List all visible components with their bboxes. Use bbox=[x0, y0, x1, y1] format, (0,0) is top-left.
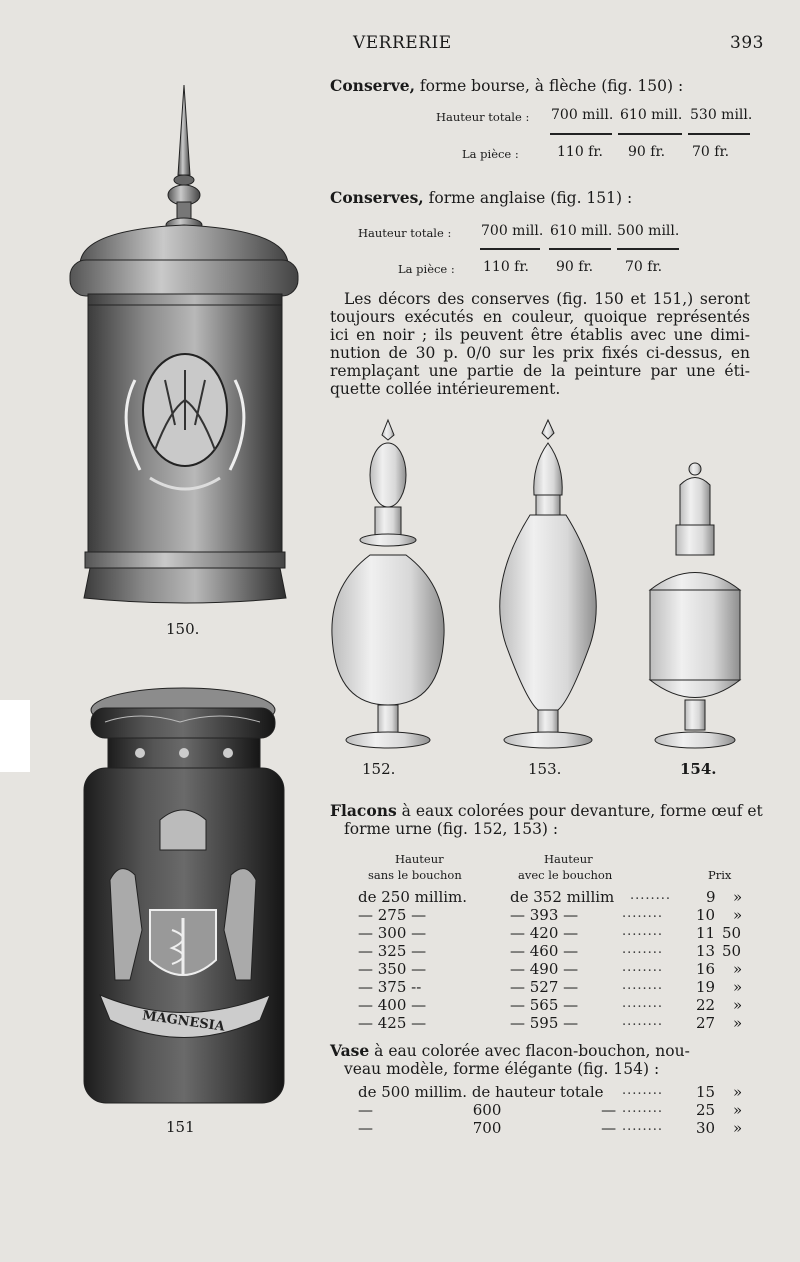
conserves-anglaise-price-2: 90 fr. bbox=[556, 259, 594, 275]
height-with-stopper: — 565 — bbox=[510, 996, 579, 1014]
conserves-anglaise-price-3: 70 fr. bbox=[625, 259, 663, 275]
figure-154-label: 154. bbox=[680, 760, 717, 778]
paragraph-line: remplaçant une partie de la peinture par une éti- bbox=[330, 362, 750, 380]
price-cents: » bbox=[733, 1101, 743, 1119]
price-cents: 50 bbox=[722, 924, 742, 942]
figure-151-engraving bbox=[80, 680, 290, 1110]
height-with-stopper: — 490 — bbox=[510, 960, 579, 978]
vase-text-1: à eau colorée avec flacon-bouchon, nou- bbox=[374, 1042, 690, 1060]
bottle-153 bbox=[500, 420, 597, 748]
dot-leader: ........ bbox=[622, 942, 664, 957]
rule bbox=[618, 133, 682, 135]
dot-leader: ........ bbox=[622, 924, 664, 939]
conserves-anglaise-price-1: 110 fr. bbox=[483, 259, 529, 275]
conserves-anglaise-height-1: 700 mill. bbox=[481, 223, 544, 239]
height-with-stopper: de 352 millim bbox=[510, 888, 615, 906]
table-row bbox=[358, 978, 748, 996]
figure-150-label: 150. bbox=[166, 620, 200, 638]
price-francs: 27 bbox=[696, 1014, 716, 1032]
table-row bbox=[358, 942, 748, 960]
conserve-bourse-heading bbox=[330, 77, 683, 95]
conserve-bourse-term: Conserve, bbox=[330, 76, 415, 95]
price-cents: » bbox=[733, 960, 743, 978]
price-francs: 16 bbox=[696, 960, 716, 978]
height-with-stopper: — 460 — bbox=[510, 942, 579, 960]
height-with-stopper: — 527 — bbox=[510, 978, 579, 996]
height-with-stopper: — 393 — bbox=[510, 906, 579, 924]
conserve-bourse-height-label: Hauteur totale : bbox=[436, 110, 530, 124]
table-row bbox=[358, 1101, 748, 1119]
dot-leader: ........ bbox=[622, 978, 664, 993]
vase-154 bbox=[650, 463, 740, 748]
height-without-stopper: — 400 — bbox=[358, 996, 427, 1014]
conserves-anglaise-term: Conserves, bbox=[330, 188, 424, 207]
vase-size: — 700 — bbox=[358, 1119, 617, 1137]
scan-edge-patch bbox=[0, 700, 30, 772]
dot-leader: ........ bbox=[622, 1083, 664, 1098]
rule bbox=[549, 248, 611, 250]
price-francs: 25 bbox=[696, 1101, 716, 1119]
height-without-stopper: — 350 — bbox=[358, 960, 427, 978]
table-row bbox=[358, 960, 748, 978]
price-francs: 9 bbox=[706, 888, 716, 906]
conserves-anglaise-heading bbox=[330, 189, 632, 207]
price-francs: 15 bbox=[696, 1083, 716, 1101]
price-francs: 19 bbox=[696, 978, 716, 996]
dot-leader: ........ bbox=[622, 960, 664, 975]
flacons-text-1: à eaux colorées pour devanture, forme œuf et bbox=[401, 802, 763, 820]
table-row bbox=[358, 924, 748, 942]
rule bbox=[688, 133, 750, 135]
vase-heading bbox=[330, 1042, 750, 1078]
price-cents: » bbox=[733, 996, 743, 1014]
figure-151-label: 151 bbox=[166, 1118, 195, 1136]
price-cents: » bbox=[733, 906, 743, 924]
vase-size: de 500 millim. de hauteur totale bbox=[358, 1083, 604, 1101]
paragraph-line: Les décors des conserves (fig. 150 et 151,) seront bbox=[344, 290, 750, 308]
price-francs: 11 bbox=[696, 924, 716, 942]
figures-152-154-engraving bbox=[320, 415, 760, 755]
height-without-stopper: — 275 — bbox=[358, 906, 427, 924]
price-cents: » bbox=[733, 978, 743, 996]
conserves-anglaise-text: forme anglaise (fig. 151) : bbox=[428, 189, 633, 207]
dot-leader: ........ bbox=[630, 888, 672, 903]
price-cents: » bbox=[733, 888, 743, 906]
dot-leader: ........ bbox=[622, 906, 664, 921]
col1-header-1: Hauteur bbox=[395, 852, 444, 866]
figure-150-engraving bbox=[60, 80, 310, 610]
height-without-stopper: — 375 -- bbox=[358, 978, 422, 996]
conserves-anglaise-height-label: Hauteur totale : bbox=[358, 226, 452, 240]
conserve-bourse-text: forme bourse, à flèche (fig. 150) : bbox=[419, 77, 684, 95]
conserve-bourse-height-3: 530 mill. bbox=[690, 107, 753, 123]
price-cents: 50 bbox=[722, 942, 742, 960]
table-row bbox=[358, 996, 748, 1014]
conserves-anglaise-height-3: 500 mill. bbox=[617, 223, 680, 239]
table-row bbox=[358, 906, 748, 924]
paragraph-line: quette collée intérieurement. bbox=[330, 380, 561, 398]
flacons-heading bbox=[330, 801, 763, 838]
vase-text-2: veau modèle, forme élégante (fig. 154) : bbox=[344, 1060, 660, 1078]
height-with-stopper: — 420 — bbox=[510, 924, 579, 942]
price-francs: 22 bbox=[696, 996, 716, 1014]
col1-header-2: sans le bouchon bbox=[368, 868, 462, 882]
table-row bbox=[358, 888, 748, 906]
price-francs: 13 bbox=[696, 942, 716, 960]
price-cents: » bbox=[733, 1083, 743, 1101]
vase-size: — 600 — bbox=[358, 1101, 617, 1119]
height-without-stopper: de 250 millim. bbox=[358, 888, 468, 906]
height-without-stopper: — 325 — bbox=[358, 942, 427, 960]
conserve-bourse-price-1: 110 fr. bbox=[557, 144, 603, 160]
dot-leader: ........ bbox=[622, 1014, 664, 1029]
conserve-bourse-height-2: 610 mill. bbox=[620, 107, 683, 123]
paragraph-line: nution de 30 p. 0/0 sur les prix fixés ci-dessus, en bbox=[330, 344, 750, 362]
conserves-anglaise-price-label: La pièce : bbox=[398, 262, 455, 276]
dot-leader: ........ bbox=[622, 1101, 664, 1116]
conserve-bourse-price-3: 70 fr. bbox=[692, 144, 730, 160]
height-with-stopper: — 595 — bbox=[510, 1014, 579, 1032]
conserve-bourse-price-2: 90 fr. bbox=[628, 144, 666, 160]
page-number: 393 bbox=[730, 33, 764, 53]
rule bbox=[550, 133, 612, 135]
dot-leader: ........ bbox=[622, 996, 664, 1011]
conserve-bourse-height-1: 700 mill. bbox=[551, 107, 614, 123]
conserves-anglaise-height-2: 610 mill. bbox=[550, 223, 613, 239]
table-row bbox=[358, 1014, 748, 1032]
flacons-text-2: forme urne (fig. 152, 153) : bbox=[344, 820, 559, 838]
paragraph-line: toujours exécutés en couleur, quoique représentés bbox=[330, 308, 750, 326]
table-row bbox=[358, 1083, 748, 1101]
col2-header-1: Hauteur bbox=[544, 852, 593, 866]
vase-term: Vase bbox=[330, 1041, 370, 1060]
price-cents: » bbox=[733, 1014, 743, 1032]
conserve-bourse-price-label: La pièce : bbox=[462, 147, 519, 161]
figure-152-label: 152. bbox=[362, 760, 396, 778]
rule bbox=[480, 248, 540, 250]
flacons-term: Flacons bbox=[330, 801, 397, 820]
height-without-stopper: — 425 — bbox=[358, 1014, 427, 1032]
paragraph-line: ici en noir ; ils peuvent être établis avec une dimi- bbox=[330, 326, 750, 344]
dot-leader: ........ bbox=[622, 1119, 664, 1134]
magnesia-label: MAGNESIA bbox=[141, 1008, 226, 1035]
rule bbox=[617, 248, 679, 250]
height-without-stopper: — 300 — bbox=[358, 924, 427, 942]
price-francs: 10 bbox=[696, 906, 716, 924]
bottle-152 bbox=[332, 420, 444, 748]
col2-header-2: avec le bouchon bbox=[518, 868, 613, 882]
table-row bbox=[358, 1119, 748, 1137]
running-header-title: VERRERIE bbox=[353, 33, 452, 53]
decor-paragraph bbox=[330, 290, 750, 398]
price-francs: 30 bbox=[696, 1119, 716, 1137]
col3-header: Prix bbox=[708, 868, 732, 882]
figure-153-label: 153. bbox=[528, 760, 562, 778]
price-cents: » bbox=[733, 1119, 743, 1137]
